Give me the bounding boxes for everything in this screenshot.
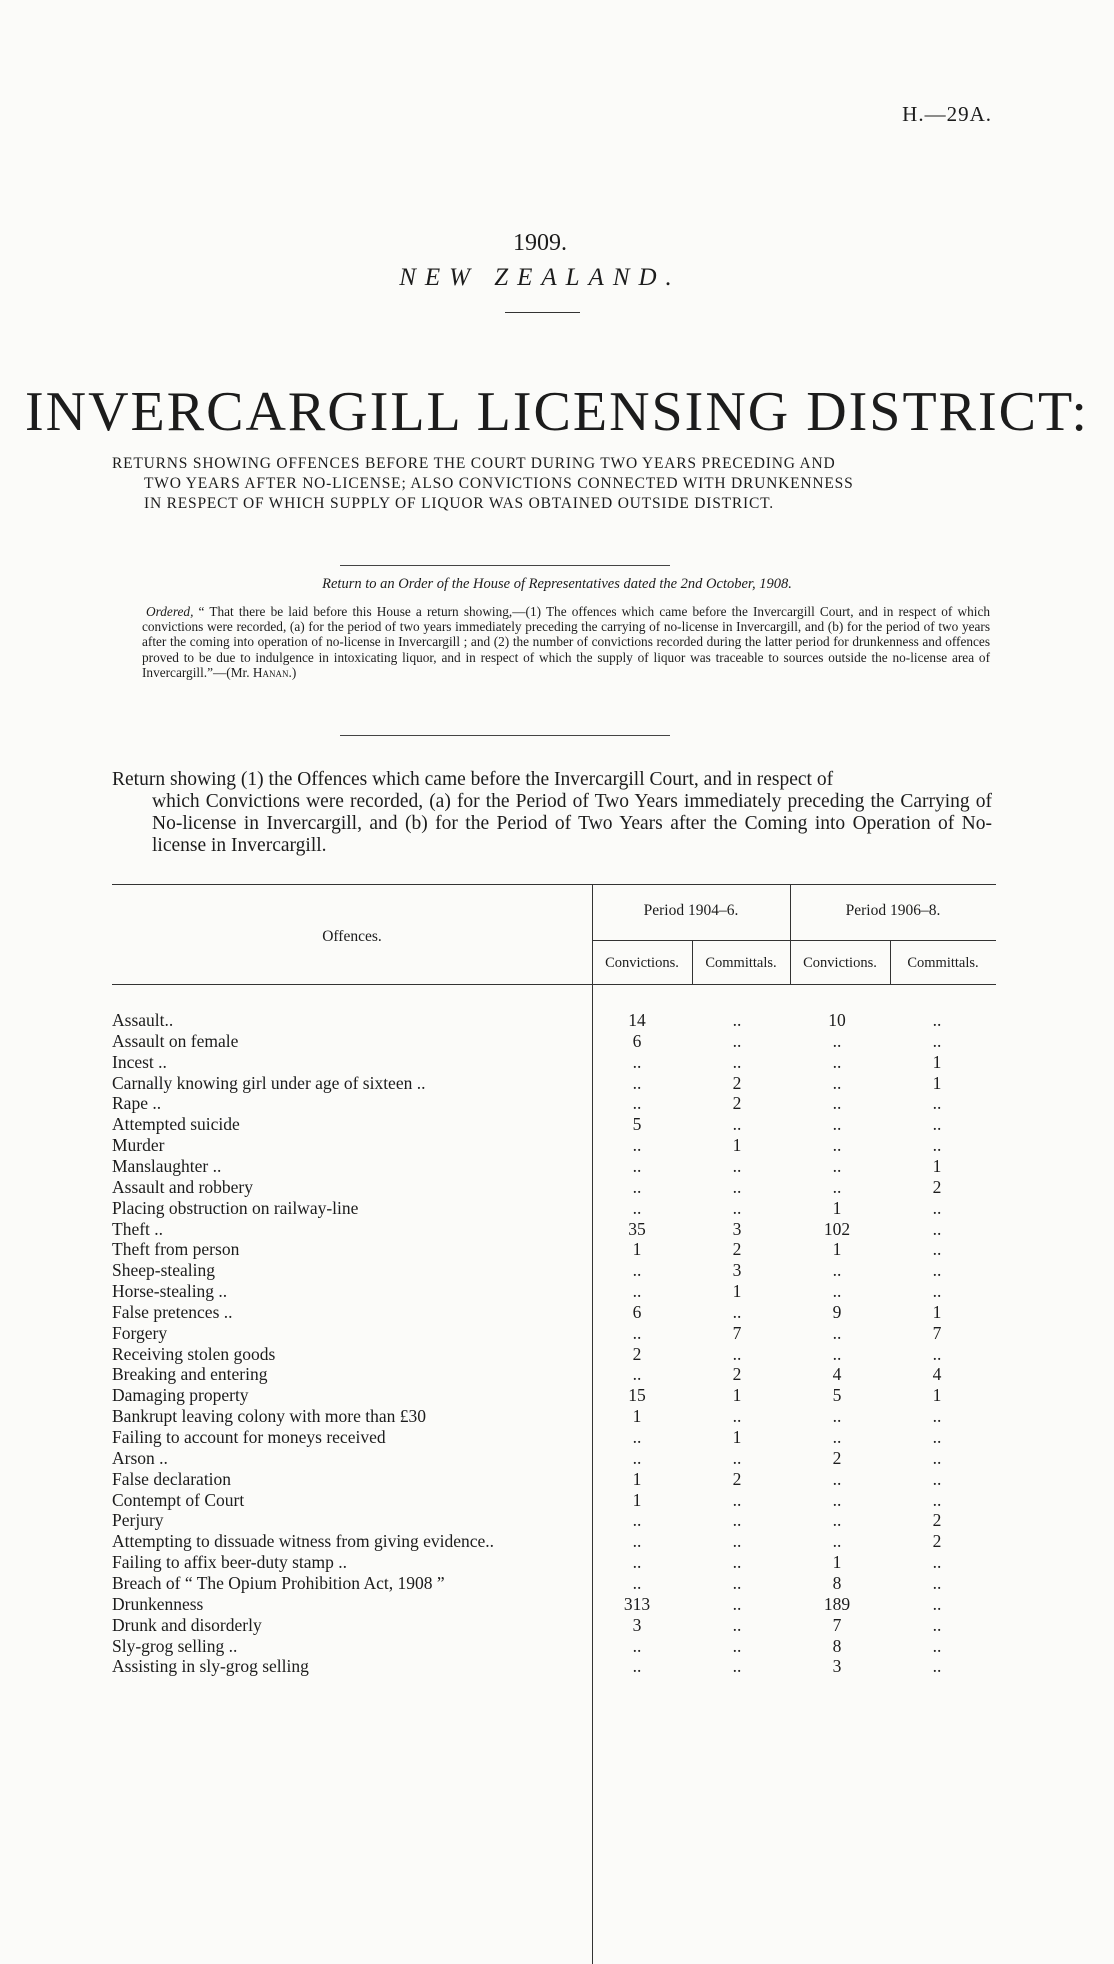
committals-cell: 2 — [932, 1531, 942, 1552]
table-header-bottom-rule — [112, 984, 996, 985]
convictions-cell: 2 — [632, 1343, 642, 1364]
committals-cell: .. — [932, 1239, 942, 1260]
convictions-cell: 313 — [623, 1593, 651, 1614]
convictions-cell: 189 — [823, 1593, 851, 1614]
convictions-cell: 1 — [832, 1239, 842, 1260]
convictions-cell: 3 — [832, 1656, 842, 1677]
convictions-cell: .. — [632, 1135, 642, 1156]
table-row — [112, 1198, 996, 1219]
convictions-cell: .. — [832, 1468, 842, 1489]
table-row — [112, 1364, 996, 1385]
offence-name: Sheep-stealing — [112, 1260, 216, 1281]
table-row — [112, 1448, 996, 1469]
convictions-cell: 1 — [832, 1552, 842, 1573]
committals-cell: .. — [932, 1593, 942, 1614]
committals-cell: 2 — [932, 1510, 942, 1531]
committals-cell: .. — [932, 1614, 942, 1635]
committals-cell: .. — [732, 1343, 742, 1364]
convictions-cell: .. — [632, 1197, 642, 1218]
offences-header: Offences. — [322, 928, 382, 945]
offence-name: Assault on female — [112, 1030, 239, 1051]
table-row — [112, 1302, 996, 1323]
return-description — [112, 769, 992, 857]
offence-name: Attempting to dissuade witness from giving evidence.. — [112, 1531, 495, 1552]
convictions-cell: .. — [832, 1135, 842, 1156]
convictions-cell: 35 — [628, 1218, 646, 1239]
subtitle-line-2: TWO YEARS AFTER NO-LICENSE; ALSO CONVICTIONS CONNECTED WITH DRUNKENNESS — [144, 475, 854, 492]
convictions-cell: .. — [832, 1176, 842, 1197]
document-reference: H.—29A. — [902, 102, 992, 126]
convictions-header: Convictions. — [803, 955, 877, 971]
convictions-cell: 2 — [832, 1447, 842, 1468]
divider — [505, 312, 580, 313]
convictions-cell: .. — [832, 1072, 842, 1093]
subtitle-line-1: RETURNS SHOWING OFFENCES BEFORE THE COURT DURING TWO YEARS PRECEDING AND — [112, 455, 836, 472]
table-row — [112, 1010, 996, 1031]
table-row — [112, 1656, 996, 1677]
offence-name: Drunkenness — [112, 1593, 204, 1614]
committals-cell: .. — [932, 1489, 942, 1510]
convictions-cell: .. — [832, 1051, 842, 1072]
committals-cell: .. — [732, 1197, 742, 1218]
ordered-label: Ordered, — [146, 604, 194, 619]
offence-name: Forgery — [112, 1322, 168, 1343]
offence-name: Theft .. — [112, 1218, 164, 1239]
subtitle-line-3: IN RESPECT OF WHICH SUPPLY OF LIQUOR WAS OBTAINED OUTSIDE DISTRICT. — [144, 495, 774, 512]
convictions-cell: 1 — [632, 1239, 642, 1260]
convictions-cell: .. — [632, 1531, 642, 1552]
order-close: .) — [288, 664, 297, 680]
table-row — [112, 1594, 996, 1615]
convictions-cell: .. — [832, 1260, 842, 1281]
committals-cell: .. — [932, 1635, 942, 1656]
subtitle — [112, 454, 1012, 514]
convictions-cell: .. — [632, 1635, 642, 1656]
committals-cell: 2 — [932, 1176, 942, 1197]
committals-cell: .. — [932, 1572, 942, 1593]
convictions-cell: .. — [832, 1489, 842, 1510]
committals-cell: .. — [932, 1114, 942, 1135]
committals-cell: .. — [932, 1656, 942, 1677]
divider — [340, 565, 670, 566]
table-row — [112, 1636, 996, 1657]
table-row — [112, 1177, 996, 1198]
offence-name: Assisting in sly-grog selling — [112, 1656, 309, 1677]
return-line-1: Return showing (1) the Offences which came before the Invercargill Court, and in respect of — [112, 769, 834, 790]
committals-cell: .. — [932, 1427, 942, 1447]
committals-cell: 2 — [732, 1072, 742, 1093]
offence-name: Failing to affix beer-duty stamp .. — [112, 1552, 348, 1573]
convictions-cell: 9 — [832, 1301, 842, 1322]
convictions-cell: 1 — [832, 1197, 842, 1218]
convictions-cell: .. — [832, 1093, 842, 1114]
committals-cell: 1 — [932, 1155, 942, 1176]
committals-cell: 1 — [732, 1135, 742, 1156]
table-row — [112, 1510, 996, 1531]
table-row — [112, 1281, 996, 1302]
committals-cell: 2 — [732, 1239, 742, 1260]
committals-cell: .. — [932, 1197, 942, 1218]
order-heading: Return to an Order of the House of Representatives dated the 2nd October, 1908. — [322, 576, 792, 592]
offence-name: Breaking and entering — [112, 1364, 268, 1385]
table-row — [112, 1323, 996, 1344]
convictions-cell: .. — [632, 1072, 642, 1093]
period-1-header: Period 1904–6. — [643, 902, 739, 919]
offence-name: Arson .. — [112, 1447, 168, 1468]
table-row — [112, 1469, 996, 1490]
table-row — [112, 1552, 996, 1573]
committals-cell: .. — [732, 1010, 742, 1030]
committals-cell: .. — [732, 1176, 742, 1197]
committals-cell: 3 — [732, 1218, 742, 1239]
return-line-rest: which Convictions were recorded, (a) for the Period of Two Years immediately preceding the Carrying of No-license in Invercargill, and (b) for the Period of Two Years after the Coming into Operation of No-license in Invercargill. — [152, 791, 992, 856]
committals-cell: .. — [732, 1051, 742, 1072]
committals-cell: .. — [732, 1531, 742, 1552]
table-top-rule — [112, 884, 996, 885]
committals-cell: .. — [732, 1614, 742, 1635]
offence-name: Manslaughter .. — [112, 1155, 222, 1176]
table-row — [112, 1427, 996, 1448]
table-row — [112, 1114, 996, 1135]
committals-cell: 1 — [732, 1281, 742, 1302]
committals-cell: 2 — [732, 1468, 742, 1489]
convictions-cell: .. — [632, 1155, 642, 1176]
convictions-cell: 1 — [632, 1489, 642, 1510]
committals-cell: 1 — [932, 1072, 942, 1093]
offence-name: Drunk and disorderly — [112, 1614, 262, 1635]
convictions-header: Convictions. — [605, 955, 679, 971]
committals-cell: 2 — [732, 1364, 742, 1385]
committals-cell: .. — [932, 1406, 942, 1427]
committals-cell: .. — [732, 1155, 742, 1176]
committals-cell: .. — [932, 1343, 942, 1364]
convictions-cell: .. — [632, 1322, 642, 1343]
convictions-cell: .. — [832, 1322, 842, 1343]
offence-name: Incest .. — [112, 1051, 167, 1072]
convictions-cell: 7 — [832, 1614, 842, 1635]
convictions-cell: 6 — [632, 1301, 642, 1322]
convictions-cell: .. — [632, 1552, 642, 1573]
order-quote: “ That there be laid before this House a return showing,—(1) The offences which came before the Invercargill Court, and in respect of which convictions were recorded, (a) for the period of two years immediately preceding the carrying of no-license in Invercargill, and (b) for the period of two years after the coming into operation of no-license in Invercargill ; and (2) the number of convictions recorded during the latter period for drunkenness and offences proved to be due to indulgence in intoxicating liquor, and in respect of which the supply of liquor was traceable to sources outside the no-license area of Invercargill.”—(Mr. — [142, 604, 990, 680]
table-row — [112, 1135, 996, 1156]
committals-cell: .. — [732, 1552, 742, 1573]
offence-name: Theft from person — [112, 1239, 240, 1260]
committals-cell: .. — [932, 1468, 942, 1489]
committals-cell: .. — [732, 1593, 742, 1614]
table-row — [112, 1093, 996, 1114]
convictions-cell: .. — [632, 1510, 642, 1531]
offence-name: Perjury — [112, 1510, 164, 1531]
country-heading: NEW ZEALAND. — [399, 264, 681, 291]
convictions-cell: .. — [832, 1155, 842, 1176]
offence-name: Bankrupt leaving colony with more than £30 — [112, 1406, 426, 1427]
offence-name: Assault.. — [112, 1010, 174, 1030]
committals-cell: 7 — [932, 1322, 942, 1343]
committals-cell: 1 — [732, 1427, 742, 1447]
committals-cell: .. — [932, 1093, 942, 1114]
convictions-cell: 102 — [823, 1218, 851, 1239]
convictions-cell: 1 — [632, 1406, 642, 1427]
offence-name: Contempt of Court — [112, 1489, 245, 1510]
convictions-cell: 5 — [632, 1114, 642, 1135]
committals-cell: .. — [932, 1030, 942, 1051]
committals-cell: 7 — [732, 1322, 742, 1343]
committals-cell: .. — [732, 1447, 742, 1468]
offence-name: Horse-stealing .. — [112, 1281, 228, 1302]
divider — [340, 735, 670, 736]
committals-cell: .. — [732, 1656, 742, 1677]
convictions-cell: 4 — [832, 1364, 842, 1385]
convictions-cell: 5 — [832, 1385, 842, 1406]
table-row — [112, 1239, 996, 1260]
committals-cell: .. — [732, 1406, 742, 1427]
convictions-cell: .. — [832, 1406, 842, 1427]
table-row — [112, 1531, 996, 1552]
committals-cell: .. — [932, 1260, 942, 1281]
convictions-cell: .. — [832, 1281, 842, 1302]
convictions-cell: .. — [832, 1343, 842, 1364]
table-row — [112, 1344, 996, 1365]
table-row — [112, 1052, 996, 1073]
committals-cell: .. — [732, 1572, 742, 1593]
main-title: INVERCARGILL LICENSING DISTRICT: — [25, 381, 1089, 443]
committals-cell: 3 — [732, 1260, 742, 1281]
committals-cell: 1 — [932, 1301, 942, 1322]
committals-cell: .. — [732, 1510, 742, 1531]
convictions-cell: .. — [632, 1093, 642, 1114]
convictions-cell: .. — [832, 1531, 842, 1552]
convictions-cell: .. — [632, 1364, 642, 1385]
table-row — [112, 1385, 996, 1406]
convictions-cell: .. — [632, 1656, 642, 1677]
convictions-cell: 6 — [632, 1030, 642, 1051]
convictions-cell: .. — [632, 1572, 642, 1593]
convictions-cell: .. — [632, 1176, 642, 1197]
convictions-cell: 8 — [832, 1572, 842, 1593]
table-row — [112, 1031, 996, 1052]
committals-cell: .. — [732, 1114, 742, 1135]
table-row — [112, 1073, 996, 1094]
member-name: Hanan — [252, 664, 289, 680]
committals-cell: .. — [732, 1489, 742, 1510]
document-year: 1909. — [513, 230, 567, 256]
offence-name: Breach of “ The Opium Prohibition Act, 1908 ” — [112, 1572, 445, 1593]
committals-cell: .. — [932, 1552, 942, 1573]
table-row — [112, 1406, 996, 1427]
convictions-cell: 1 — [632, 1468, 642, 1489]
convictions-cell: .. — [832, 1030, 842, 1051]
convictions-cell: .. — [632, 1447, 642, 1468]
convictions-cell: 15 — [628, 1385, 646, 1406]
convictions-cell: .. — [632, 1281, 642, 1302]
convictions-cell: 8 — [832, 1635, 842, 1656]
offence-name: Receiving stolen goods — [112, 1343, 276, 1364]
offence-name: Murder — [112, 1135, 165, 1156]
table-row — [112, 1615, 996, 1636]
committals-cell: 4 — [932, 1364, 942, 1385]
offence-name: Placing obstruction on railway-line — [112, 1197, 359, 1218]
committals-header: Committals. — [907, 955, 979, 971]
committals-cell: .. — [732, 1301, 742, 1322]
committals-cell: .. — [932, 1218, 942, 1239]
committals-cell: 2 — [732, 1093, 742, 1114]
offence-name: Damaging property — [112, 1385, 249, 1406]
table-row — [112, 1219, 996, 1240]
committals-cell: 1 — [732, 1385, 742, 1406]
committals-cell: .. — [932, 1135, 942, 1156]
committals-cell: .. — [732, 1635, 742, 1656]
committals-cell: .. — [732, 1030, 742, 1051]
offence-name: Attempted suicide — [112, 1114, 240, 1135]
offence-name: Sly-grog selling .. — [112, 1635, 238, 1656]
convictions-cell: .. — [632, 1260, 642, 1281]
committals-header: Committals. — [705, 955, 777, 971]
convictions-cell: .. — [832, 1427, 842, 1447]
table-header-rule — [592, 940, 996, 941]
period-2-header: Period 1906–8. — [845, 902, 941, 919]
convictions-cell: .. — [632, 1427, 642, 1447]
committals-cell: .. — [932, 1447, 942, 1468]
committals-cell: .. — [932, 1281, 942, 1302]
table-row — [112, 1490, 996, 1511]
convictions-cell: .. — [832, 1114, 842, 1135]
convictions-cell: 10 — [828, 1010, 846, 1030]
committals-cell: .. — [932, 1010, 942, 1030]
offence-name: False declaration — [112, 1468, 232, 1489]
offence-name: False pretences .. — [112, 1301, 233, 1322]
offence-name: Failing to account for moneys received — [112, 1427, 386, 1447]
table-row — [112, 1156, 996, 1177]
offence-name: Assault and robbery — [112, 1176, 253, 1197]
convictions-cell: .. — [832, 1510, 842, 1531]
convictions-cell: .. — [632, 1051, 642, 1072]
order-text — [142, 604, 990, 680]
table-row — [112, 1260, 996, 1281]
offence-name: Carnally knowing girl under age of sixteen .. — [112, 1072, 426, 1093]
convictions-cell: 14 — [628, 1010, 646, 1030]
convictions-cell: 3 — [632, 1614, 642, 1635]
offence-name: Rape .. — [112, 1093, 162, 1114]
committals-cell: 1 — [932, 1051, 942, 1072]
committals-cell: 1 — [932, 1385, 942, 1406]
table-row — [112, 1573, 996, 1594]
